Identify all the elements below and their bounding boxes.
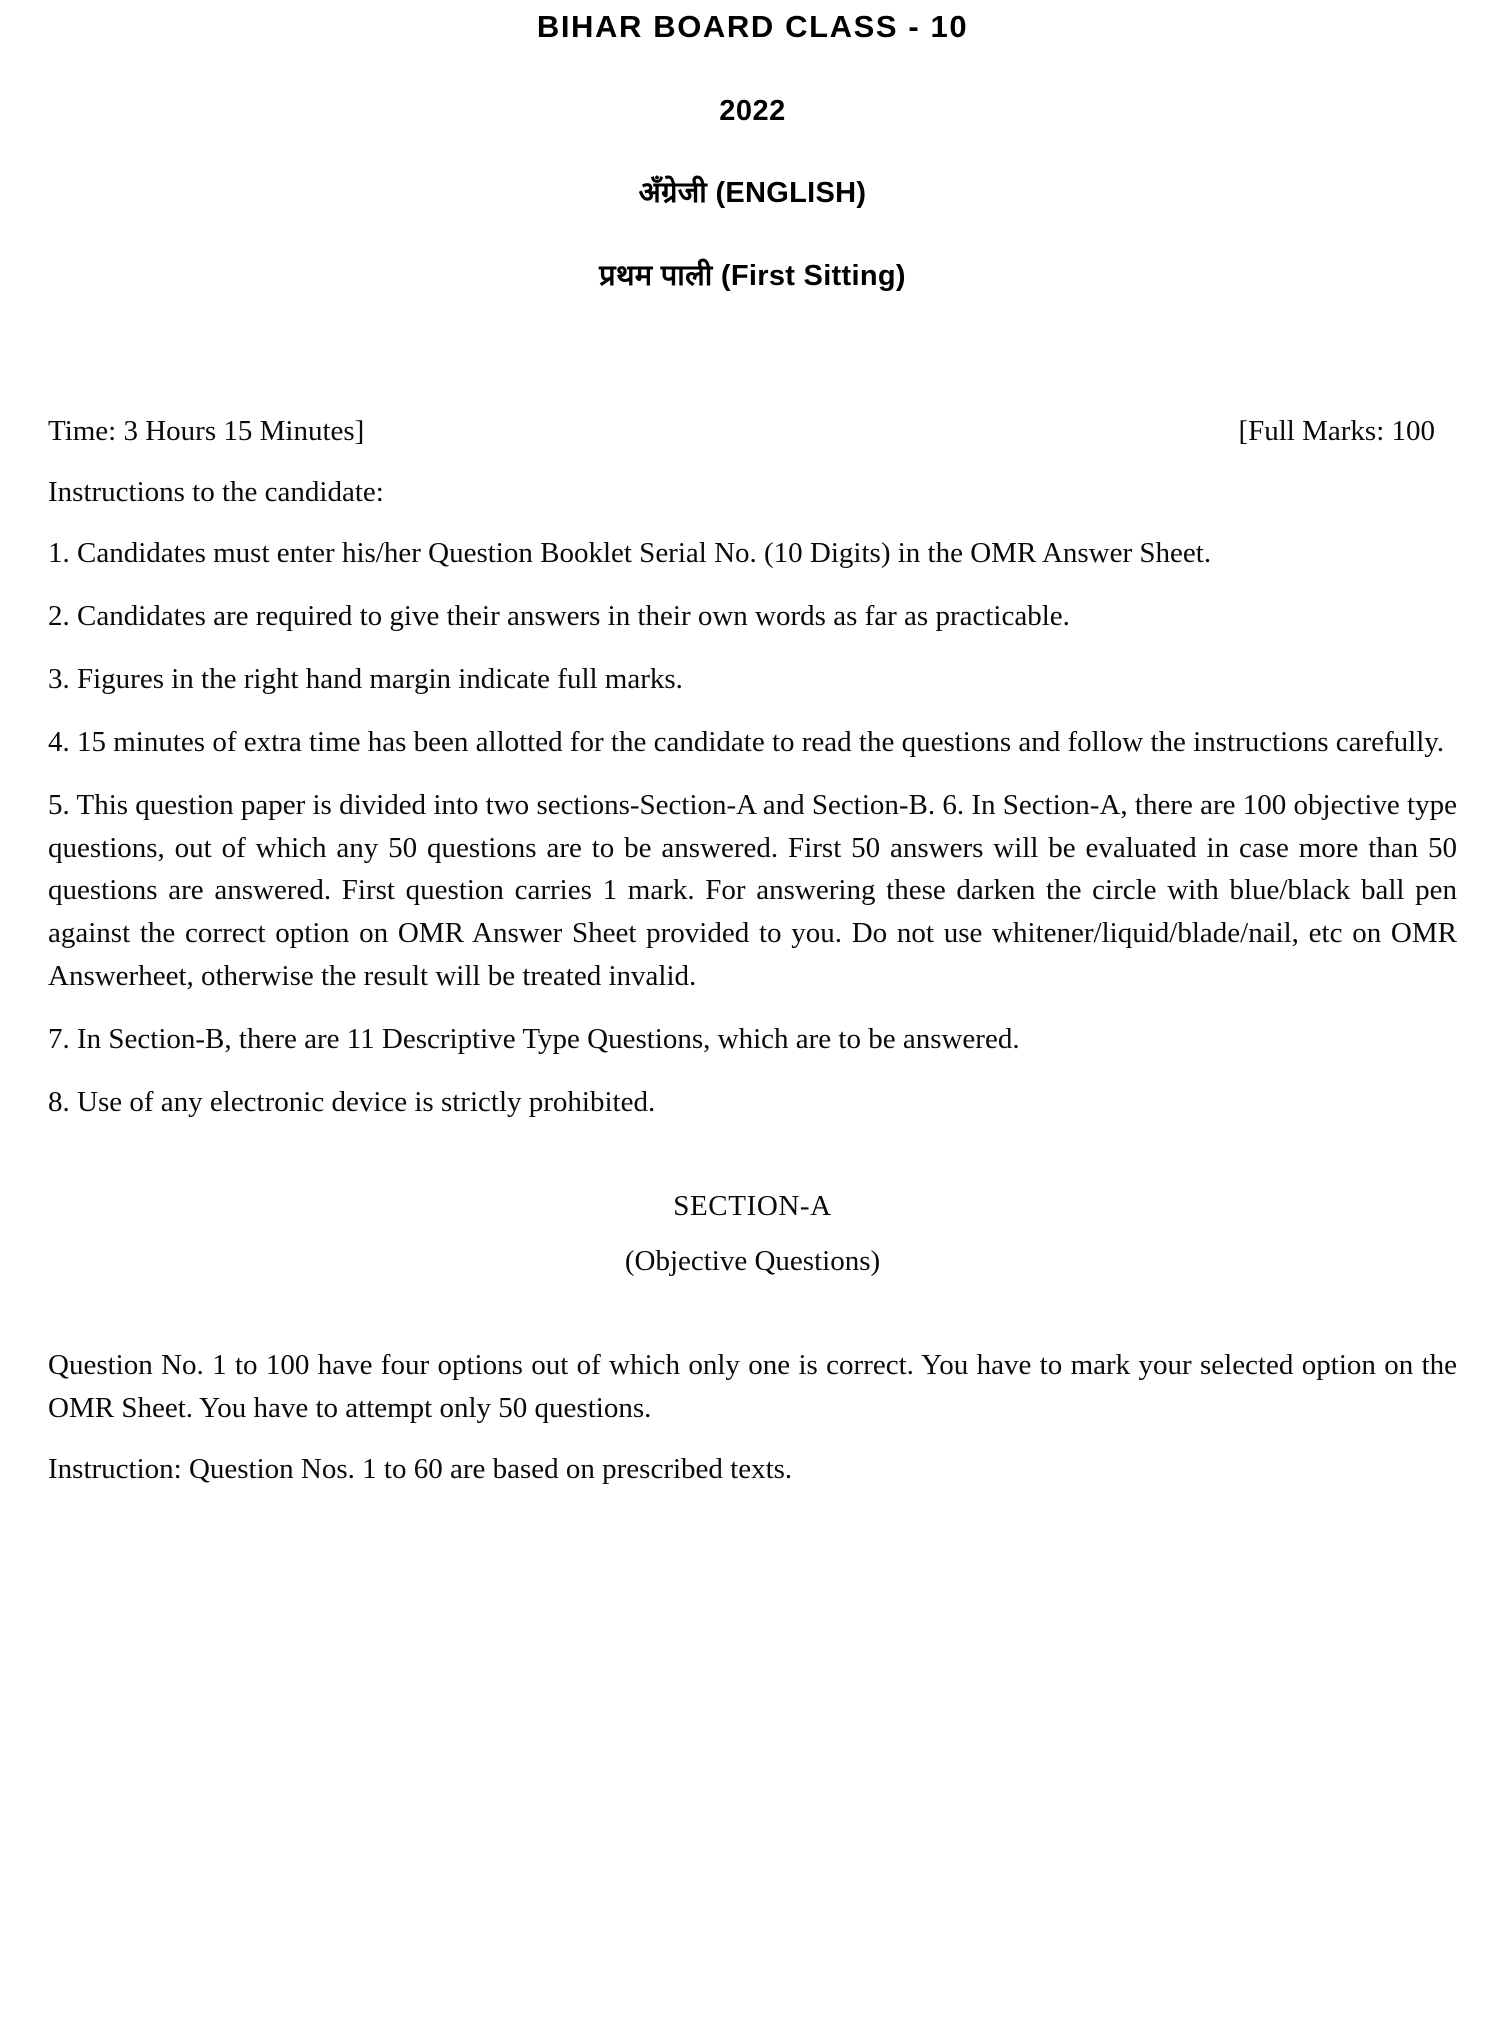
instruction-item-8: 8. Use of any electronic device is strictly prohibited. [48,1086,656,1119]
exam-duration: Time: 3 Hours 15 Minutes] [48,414,365,447]
instruction-item-2: 2. Candidates are required to give their answers in their own words as far as practicable. [48,599,1070,632]
prescribed-texts-instruction: Instruction: Question Nos. 1 to 60 are based on prescribed texts. [48,1452,793,1485]
paper-heading-block [48,0,1457,294]
instruction-item-4: 4. 15 minutes of extra time has been allotted for the candidate to read the questions and follow the instructions carefully. [48,725,1445,758]
section-a-title: SECTION-A [673,1190,832,1222]
instruction-item-7: 7. In Section-B, there are 11 Descriptive Type Questions, which are to be answered. [48,1023,1020,1056]
instruction-item-5: 5. This question paper is divided into two sections-Section-A and Section-B. 6. In Section-A, there are 100 objective type questions, out of which any 50 questions are to be answered. First 50 answers will be evaluated in case more than 50 questions are answered. First question carries 1 mark. For answering these darken the circle with blue/black ball pen against the correct option on OMR Answer Sheet provided to you. Do not use whitener/liquid/blade/nail, etc on OMR Answerheet, otherwise the result will be treated invalid. [48,788,1457,993]
exam-year: 2022 [719,94,786,127]
exam-sitting: प्रथम पाली (First Sitting) [599,259,906,292]
exam-full-marks: [Full Marks: 100 [1238,414,1435,447]
page-title: BIHAR BOARD CLASS - 10 [536,9,969,44]
objective-marking-instruction: Question No. 1 to 100 have four options out of which only one is correct. You have to mark your selected option on the OMR Sheet. You have to attempt only 50 questions. [48,1349,1457,1424]
exam-meta-row [48,412,1457,451]
instruction-item-3: 3. Figures in the right hand margin indicate full marks. [48,662,683,695]
instructions-heading: Instructions to the candidate: [48,475,384,508]
objective-instructions-block [48,1344,1457,1491]
section-a-subtitle: (Objective Questions) [624,1245,881,1277]
exam-subject: अँग्रेजी (ENGLISH) [638,176,867,209]
instruction-item-1: 1. Candidates must enter his/her Question Booklet Serial No. (10 Digits) in the OMR Answer Sheet. [48,537,1212,570]
